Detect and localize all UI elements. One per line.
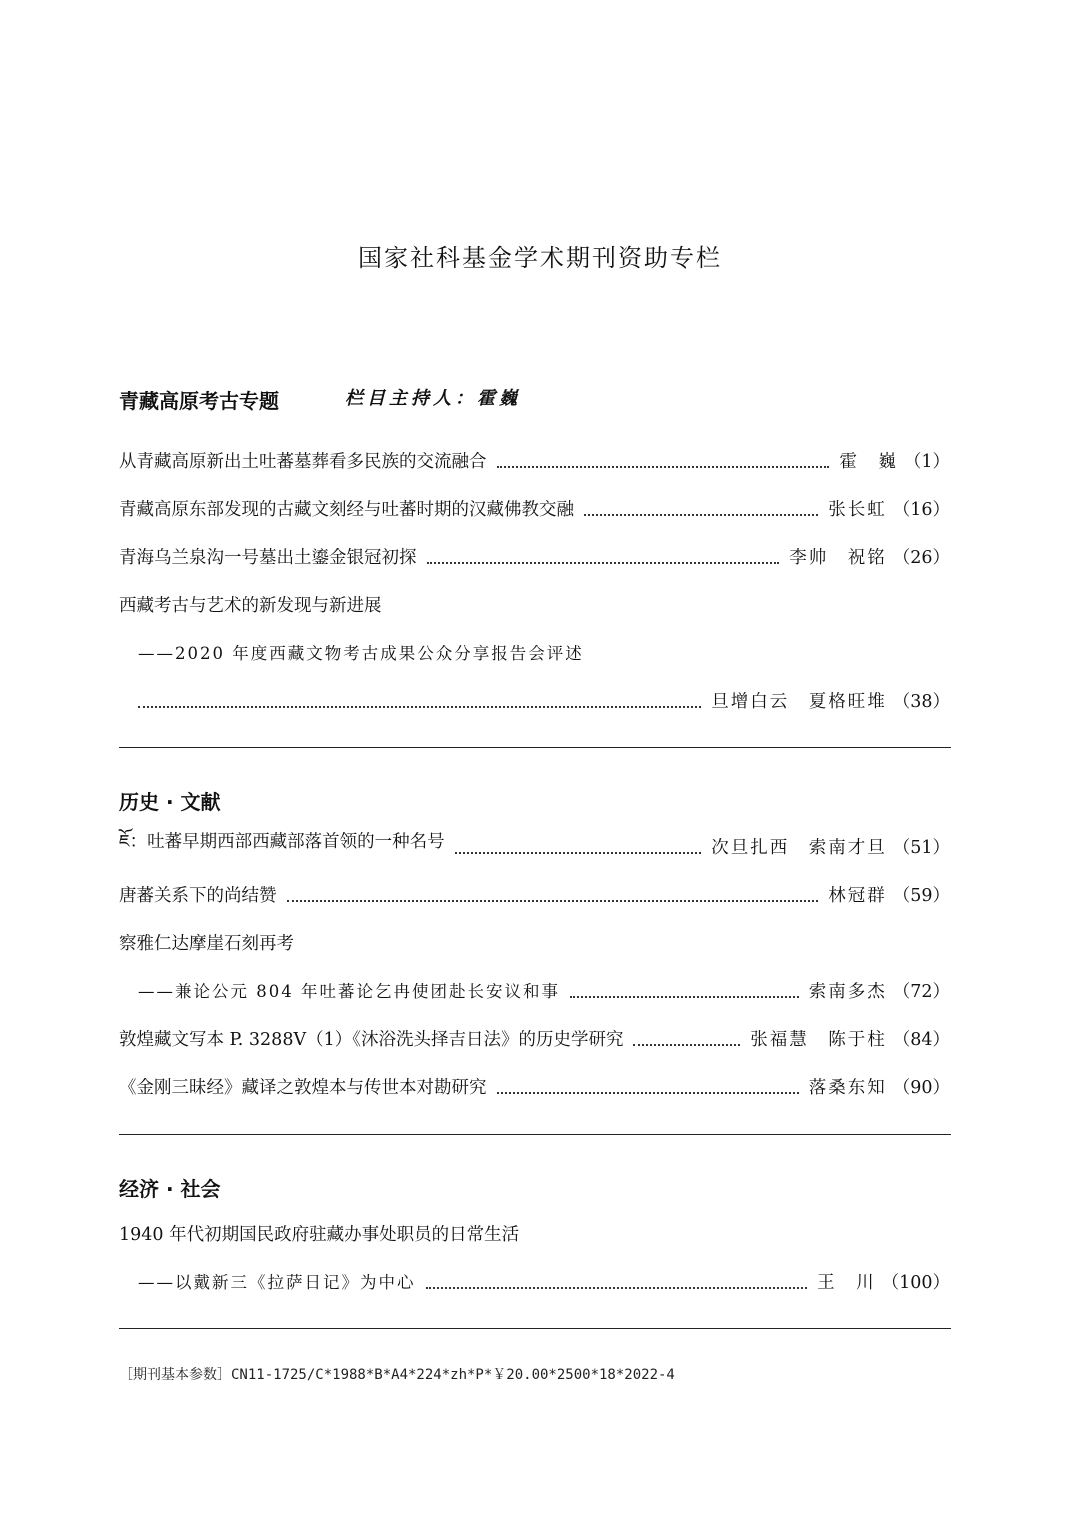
section-divider [119,1134,951,1135]
toc-entry[interactable] [119,589,950,619]
leader-dots [455,838,702,854]
entry-title: 1940 年代初期国民政府驻藏办事处职员的日常生活 [119,1224,520,1245]
toc-entry[interactable] [119,541,950,571]
entry-title: 《金刚三昧经》藏译之敦煌本与传世本对勘研究 [119,1077,487,1098]
toc-entry[interactable] [119,445,950,475]
entry-author: 张长虹 [828,499,887,520]
toc-entry[interactable] [119,831,950,861]
leader-dots [426,1273,808,1289]
page-title: 国家社科基金学术期刊资助专栏 [358,244,722,272]
toc-entry[interactable] [119,1023,950,1053]
entry-page: （51） [892,837,950,858]
entry-author: 李帅 祝铭 [789,547,887,568]
section-divider [119,1328,951,1329]
entry-author: 旦增白云 夏格旺堆 [711,691,887,712]
entry-title: 唐蕃关系下的尚结赞 [119,885,277,906]
section-heading-archaeology: 青藏高原考古专题 [119,389,279,413]
journal-params: ［期刊基本参数］CN11-1725/C*1988*B*A4*224*zh*P*￥20.00*2500*18*2022-4 [119,1367,675,1383]
entry-page: （38） [892,691,950,712]
entry-author: 霍 巍 [839,451,898,472]
entry-subtitle: ——兼论公元 804 年吐蕃论乞冉使团赴长安议和事 [138,982,560,1001]
toc-entry[interactable] [119,493,950,523]
entry-author: 次旦扎西 索南才旦 [711,837,887,858]
entry-page: （26） [892,547,950,568]
entry-author: 林冠群 [828,885,887,906]
entry-title: 西藏考古与艺术的新发现与新进展 [119,595,382,616]
entry-author: 王 川 [817,1272,876,1293]
entry-author: 落桑东知 [808,1077,887,1098]
entry-page: （90） [892,1077,950,1098]
entry-title: 青藏高原东部发现的古藏文刻经与吐蕃时期的汉藏佛教交融 [119,499,574,520]
entry-page: （16） [892,499,950,520]
column-host: 栏目主持人：霍巍 [345,388,521,409]
entry-title: 敦煌藏文写本 P. 3288V（1）《沐浴洗头择吉日法》的历史学研究 [119,1029,624,1050]
section-heading-history: 历史 · 文献 [119,790,221,814]
leader-dots [497,452,830,468]
leader-dots [633,1030,740,1046]
entry-page: （84） [892,1029,950,1050]
toc-entry-subtitle [138,637,950,667]
leader-dots [138,692,701,708]
entry-title: 青海乌兰泉沟一号墓出土鎏金银冠初探 [119,547,417,568]
entry-subtitle: ——2020 年度西藏文物考古成果公众分享报告会评述 [138,644,584,663]
leader-dots [497,1078,799,1094]
toc-entry-subtitle[interactable] [138,975,950,1005]
toc-entry[interactable] [119,1218,950,1248]
section-heading-economy: 经济 · 社会 [119,1177,221,1201]
toc-entry[interactable] [119,1071,950,1101]
entry-subtitle: ——以戴新三《拉萨日记》为中心 [138,1273,416,1292]
entry-page: （100） [881,1272,950,1293]
leader-dots [584,500,818,516]
entry-page: （59） [892,885,950,906]
entry-title: ཇོ：吐蕃早期西部西藏部落首领的一种名号 [119,832,445,852]
entry-title: 从青藏高原新出土吐蕃墓葬看多民族的交流融合 [119,451,487,472]
entry-author: 张福慧 陈于柱 [750,1029,887,1050]
entry-page: （72） [892,981,950,1002]
entry-page: （1） [903,451,950,472]
toc-entry[interactable] [119,927,950,957]
leader-dots [570,982,799,998]
toc-entry-author-line[interactable] [138,685,950,715]
toc-entry[interactable] [119,879,950,909]
leader-dots [287,886,819,902]
section-divider [119,747,951,748]
toc-entry-subtitle[interactable] [138,1266,950,1296]
entry-title: 察雅仁达摩崖石刻再考 [119,933,294,954]
entry-author: 索南多杰 [808,981,887,1002]
leader-dots [427,548,780,564]
